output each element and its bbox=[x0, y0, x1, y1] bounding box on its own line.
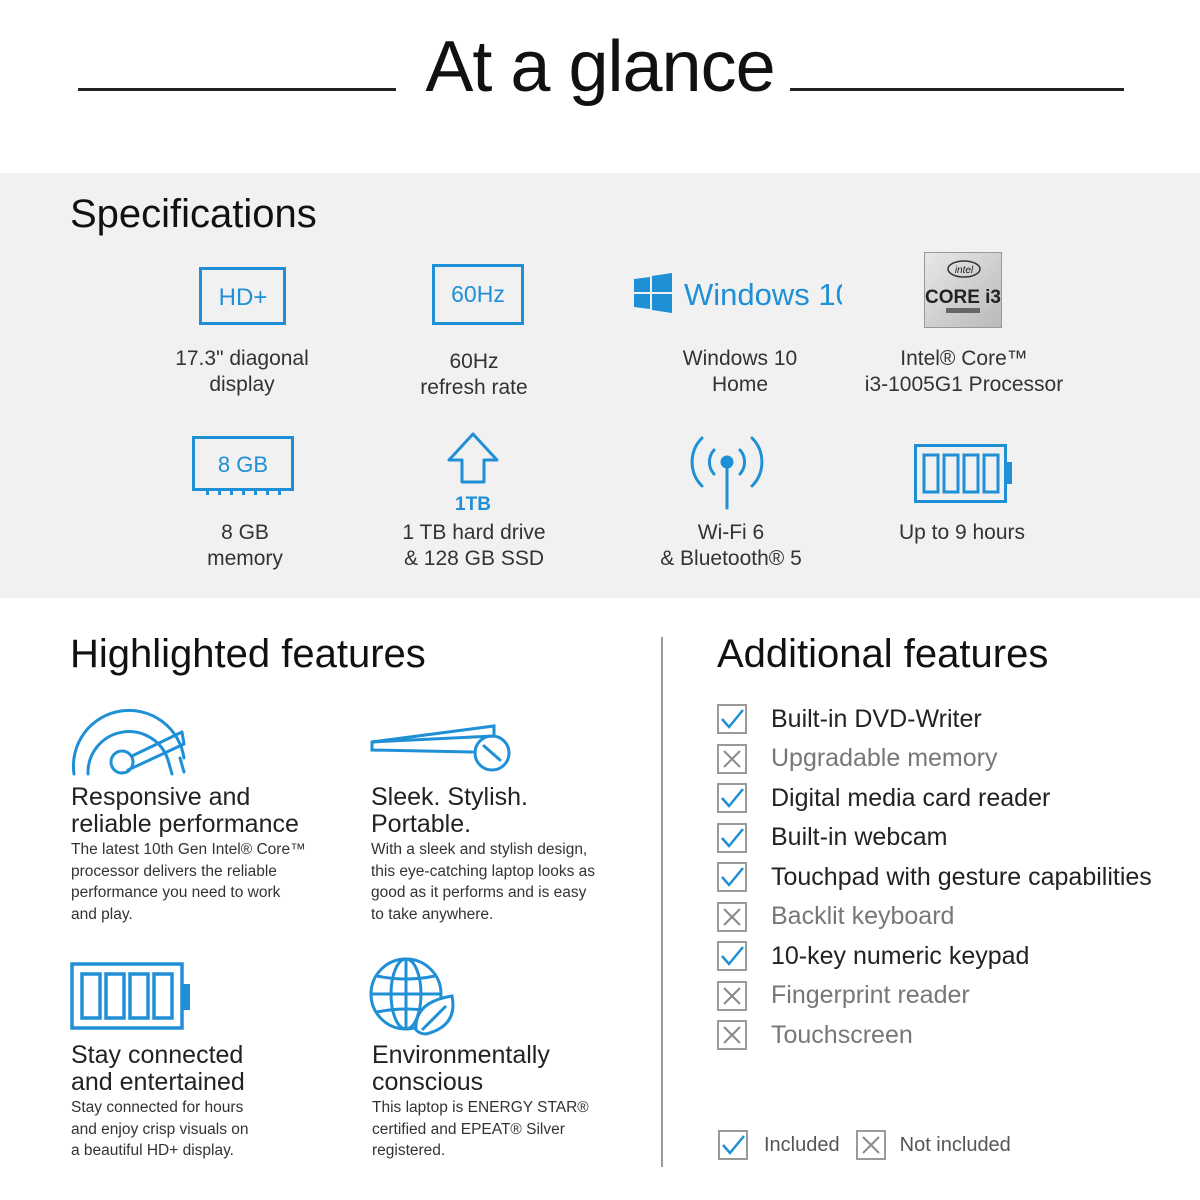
cross-icon bbox=[717, 902, 747, 932]
legend-check-icon bbox=[718, 1130, 748, 1160]
check-icon bbox=[717, 862, 747, 892]
title-rule-right bbox=[790, 88, 1124, 91]
feature-desc-performance: The latest 10th Gen Intel® Core™ processor delivers the reliable performance you need to work and play. bbox=[71, 841, 306, 923]
memory-icon bbox=[192, 436, 294, 496]
cross-icon bbox=[717, 981, 747, 1011]
highlighted-features-heading: Highlighted features bbox=[70, 632, 426, 676]
additional-feature-row bbox=[717, 857, 1152, 897]
additional-feature-label: Built-in webcam bbox=[771, 823, 948, 851]
globe-leaf-icon bbox=[368, 954, 464, 1038]
additional-feature-row bbox=[717, 818, 947, 858]
refresh-rate-icon-text: 60Hz bbox=[451, 281, 505, 307]
legend-included-label: Included bbox=[764, 1133, 840, 1156]
legend bbox=[718, 1130, 1011, 1160]
feature-title-environment: Environmentally conscious bbox=[372, 1041, 550, 1096]
battery-large-icon bbox=[70, 962, 194, 1032]
additional-feature-label: 10-key numeric keypad bbox=[771, 941, 1030, 970]
display-hd-icon-text: HD+ bbox=[218, 284, 268, 311]
memory-icon-text: 8 GB bbox=[217, 452, 269, 477]
storage-icon-text: 1TB bbox=[455, 494, 491, 514]
windows-logo-text: Windows 10 bbox=[684, 277, 842, 312]
additional-feature-row bbox=[717, 976, 970, 1016]
legend-cross-icon bbox=[856, 1130, 886, 1160]
intel-core-text: CORE i3 bbox=[924, 287, 1002, 308]
wifi-antenna-icon bbox=[682, 430, 772, 510]
spec-label-refresh: 60Hz refresh rate bbox=[420, 350, 528, 399]
cross-icon bbox=[717, 1020, 747, 1050]
feature-title-performance: Responsive and reliable performance bbox=[71, 783, 299, 838]
windows-logo-icon bbox=[632, 273, 842, 317]
additional-feature-label: Upgradable memory bbox=[771, 744, 998, 772]
check-icon bbox=[717, 783, 747, 813]
storage-arrow-icon bbox=[446, 432, 500, 514]
additional-feature-label: Digital media card reader bbox=[771, 783, 1051, 812]
spec-label-memory: 8 GB memory bbox=[207, 521, 283, 570]
spec-label-processor: Intel® Core™ i3-1005G1 Processor bbox=[864, 347, 1064, 396]
svg-text:intel: intel bbox=[954, 265, 974, 276]
spec-label-storage: 1 TB hard drive & 128 GB SSD bbox=[402, 521, 546, 570]
additional-feature-row bbox=[717, 699, 982, 739]
feature-title-connected: Stay connected and entertained bbox=[71, 1041, 245, 1096]
feature-title-design: Sleek. Stylish. Portable. bbox=[371, 783, 529, 838]
page-title: At a glance bbox=[425, 27, 775, 107]
spec-label-battery: Up to 9 hours bbox=[898, 521, 1026, 544]
additional-feature-label: Touchscreen bbox=[771, 1020, 913, 1049]
additional-feature-row bbox=[717, 739, 998, 779]
additional-feature-label: Built-in DVD-Writer bbox=[771, 704, 982, 733]
intel-core-badge-icon bbox=[924, 252, 1002, 328]
feature-desc-connected: Stay connected for hours and enjoy crisp visuals on a beautiful HD+ display. bbox=[71, 1099, 249, 1159]
check-icon bbox=[717, 704, 747, 734]
feature-desc-design: With a sleek and stylish design, this eye-catching laptop looks as good as it performs and is easy to take anywhere. bbox=[371, 841, 596, 923]
refresh-rate-icon bbox=[432, 264, 524, 325]
additional-feature-row bbox=[717, 897, 954, 937]
additional-feature-label: Touchpad with gesture capabilities bbox=[771, 862, 1152, 891]
section-divider bbox=[661, 637, 663, 1167]
slim-laptop-icon bbox=[368, 722, 518, 774]
spec-label-display: 17.3" diagonal display bbox=[175, 347, 309, 396]
feature-desc-environment: This laptop is ENERGY STAR® certified and EPEAT® Silver registered. bbox=[372, 1099, 589, 1159]
speedometer-icon bbox=[68, 700, 192, 780]
spec-label-os: Windows 10 Home bbox=[682, 347, 798, 396]
spec-label-wireless: Wi-Fi 6 & Bluetooth® 5 bbox=[660, 521, 802, 570]
additional-feature-label: Backlit keyboard bbox=[771, 902, 955, 930]
additional-feature-row bbox=[717, 936, 1029, 976]
additional-feature-row bbox=[717, 778, 1050, 818]
cross-icon bbox=[717, 744, 747, 774]
additional-feature-label: Fingerprint reader bbox=[771, 981, 970, 1009]
legend-not-included-label: Not included bbox=[899, 1133, 1011, 1156]
additional-feature-row bbox=[717, 1015, 913, 1055]
display-hd-icon bbox=[199, 267, 286, 325]
additional-features-heading: Additional features bbox=[717, 632, 1049, 676]
check-icon bbox=[717, 941, 747, 971]
specifications-heading: Specifications bbox=[70, 192, 317, 236]
battery-icon bbox=[914, 444, 1014, 504]
check-icon bbox=[717, 823, 747, 853]
